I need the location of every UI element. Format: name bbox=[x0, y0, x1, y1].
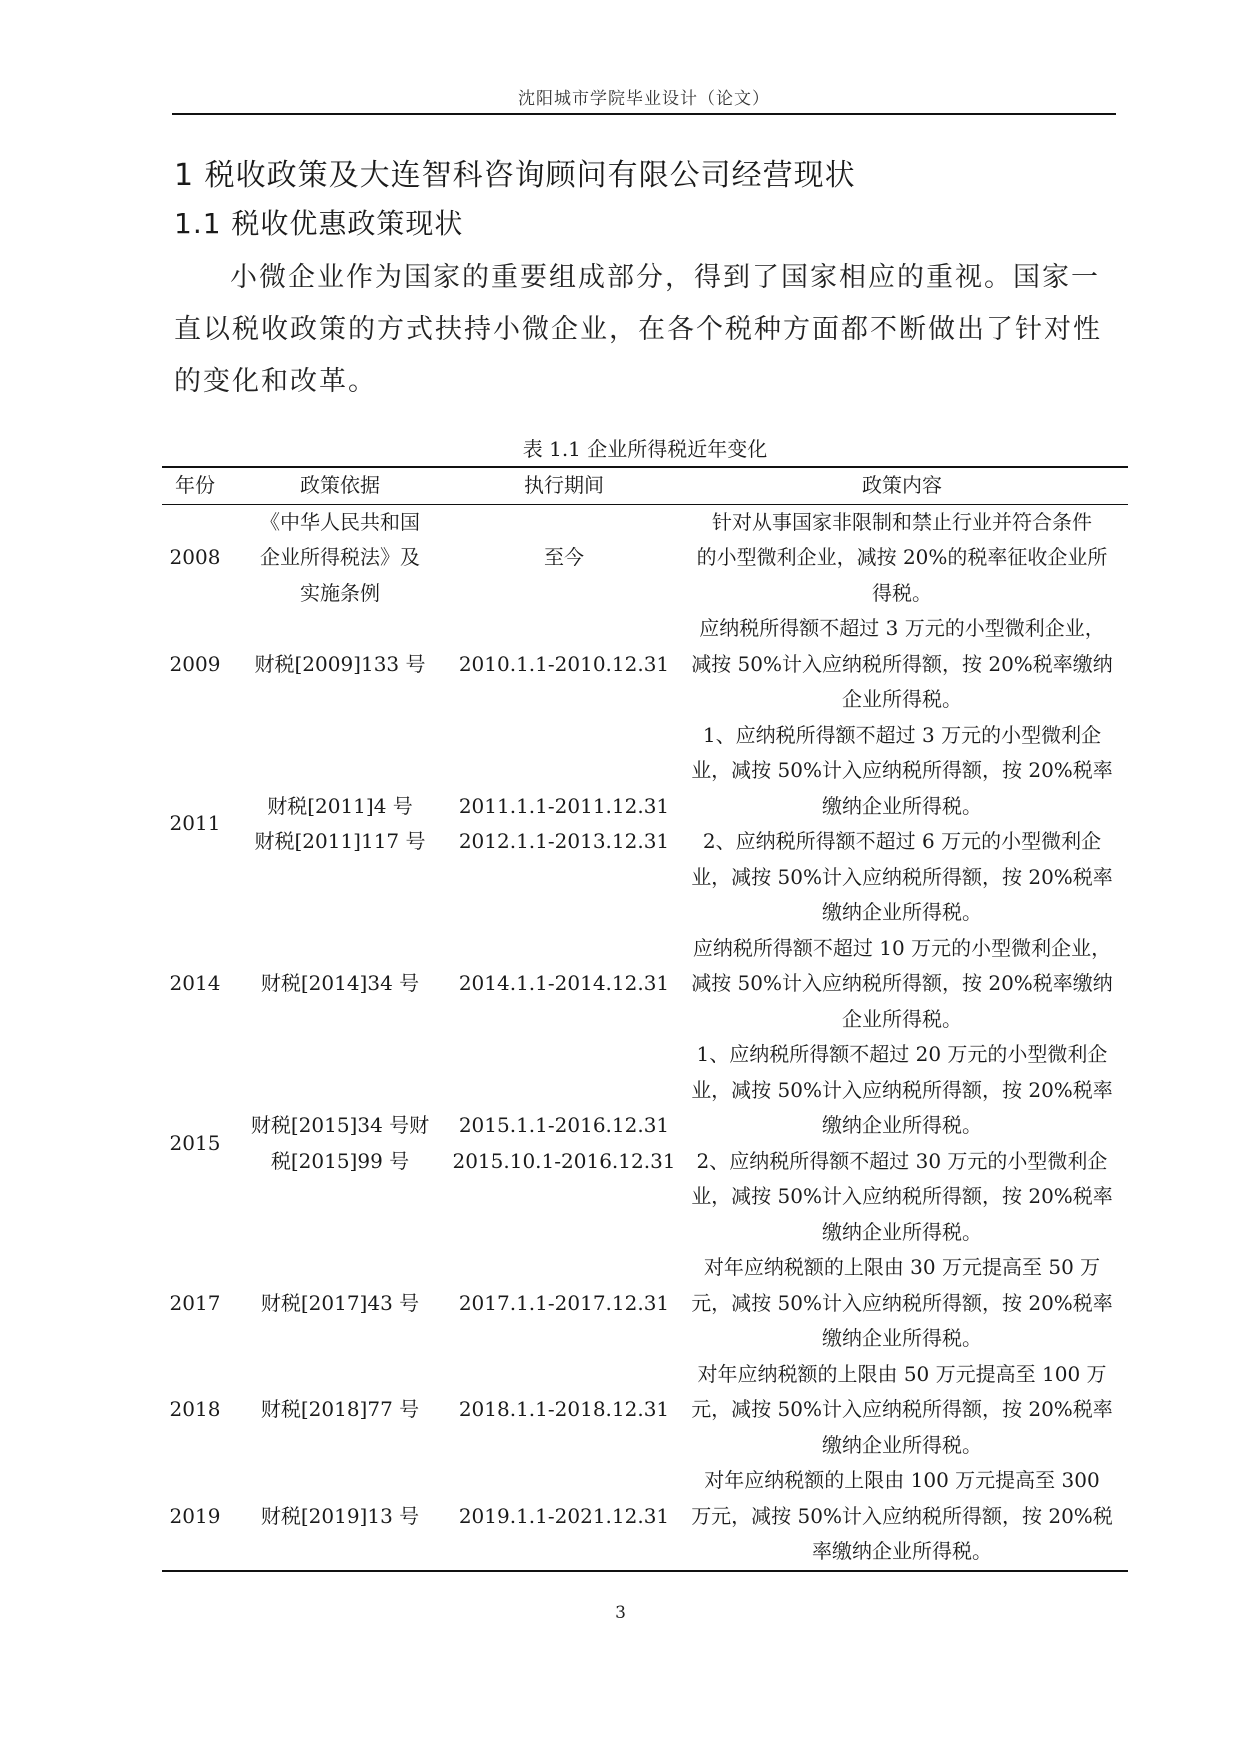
cell-basis bbox=[228, 611, 452, 718]
cell-content-line: 缴纳企业所得税。 bbox=[822, 793, 982, 818]
table-row bbox=[162, 931, 1128, 1038]
cell-content bbox=[676, 1463, 1128, 1571]
cell-period bbox=[452, 504, 676, 611]
policy-table bbox=[162, 466, 1128, 1572]
cell-year: 2017 bbox=[169, 1290, 221, 1315]
cell-year: 2014 bbox=[169, 971, 221, 995]
table-row bbox=[162, 611, 1128, 718]
cell-content-line: 缴纳企业所得税。 bbox=[822, 1432, 982, 1457]
cell-basis-line: 财税[2015]34 号财 bbox=[250, 1113, 430, 1137]
cell-period bbox=[452, 611, 676, 718]
table-body bbox=[162, 504, 1128, 1571]
header-basis: 政策依据 bbox=[228, 467, 452, 504]
cell-basis-line: 财税[2019]13 号 bbox=[260, 1503, 420, 1528]
body-paragraph bbox=[174, 252, 1118, 408]
cell-period bbox=[452, 931, 676, 1038]
cell-basis bbox=[228, 504, 452, 611]
cell-basis bbox=[228, 1357, 452, 1464]
cell-content-line: 业，减按 50%计入应纳税所得额，按 20%税率 bbox=[691, 1077, 1113, 1102]
header-content: 政策内容 bbox=[676, 467, 1128, 504]
cell-period-line: 2014.1.1-2014.12.31 bbox=[458, 971, 670, 995]
cell-period-line: 2018.1.1-2018.12.31 bbox=[458, 1397, 670, 1421]
cell-period-line: 2015.1.1-2016.12.31 bbox=[458, 1113, 670, 1137]
cell-year: 2018 bbox=[169, 1397, 221, 1421]
cell-basis bbox=[228, 718, 452, 931]
cell-content bbox=[676, 1357, 1128, 1464]
cell-period-line: 2017.1.1-2017.12.31 bbox=[458, 1290, 670, 1315]
cell-content-line: 缴纳企业所得税。 bbox=[822, 1219, 982, 1244]
cell-basis-line: 财税[2011]117 号 bbox=[254, 829, 426, 853]
cell-content bbox=[676, 611, 1128, 718]
cell-content-line: 业，减按 50%计入应纳税所得额，按 20%税率 bbox=[691, 1184, 1113, 1208]
cell-content-line: 企业所得税。 bbox=[842, 687, 962, 711]
header-year: 年份 bbox=[162, 467, 228, 504]
cell-year: 2009 bbox=[169, 651, 221, 676]
cell-year: 2011 bbox=[169, 811, 221, 836]
cell-content-line: 减按 50%计入应纳税所得额，按 20%税率缴纳 bbox=[691, 971, 1113, 995]
cell-content-line: 对年应纳税额的上限由 30 万元提高至 50 万 bbox=[703, 1255, 1101, 1279]
cell-period bbox=[452, 1357, 676, 1464]
table-row bbox=[162, 1357, 1128, 1464]
header-rule bbox=[172, 113, 1116, 115]
cell-content-line: 企业所得税。 bbox=[842, 1006, 962, 1031]
cell-content-line: 元，减按 50%计入应纳税所得额，按 20%税率 bbox=[691, 1290, 1113, 1315]
cell-basis bbox=[228, 1463, 452, 1571]
cell-content-line: 2、应纳税所得额不超过 6 万元的小型微利企 bbox=[702, 829, 1102, 853]
cell-period-line: 2011.1.1-2011.12.31 bbox=[458, 793, 670, 818]
table-row bbox=[162, 718, 1128, 931]
cell-year: 2008 bbox=[169, 545, 221, 569]
page-number: 3 bbox=[615, 1603, 626, 1623]
table-header-row bbox=[162, 467, 1128, 504]
cell-year: 2015 bbox=[169, 1130, 221, 1155]
chapter-heading: 1 税收政策及大连智科咨询顾问有限公司经营现状 bbox=[174, 158, 856, 193]
cell-content-line: 缴纳企业所得税。 bbox=[822, 900, 982, 924]
table-row bbox=[162, 1463, 1128, 1571]
cell-content-line: 应纳税所得额不超过 3 万元的小型微利企业， bbox=[699, 616, 1105, 640]
cell-content-line: 元，减按 50%计入应纳税所得额，按 20%税率 bbox=[691, 1397, 1113, 1421]
cell-content-line: 率缴纳企业所得税。 bbox=[812, 1539, 992, 1563]
cell-basis-line: 税[2015]99 号 bbox=[270, 1148, 410, 1173]
cell-content-line: 的小型微利企业，减按 20%的税率征收企业所 bbox=[696, 545, 1108, 569]
table-row bbox=[162, 1037, 1128, 1250]
cell-content bbox=[676, 1250, 1128, 1357]
paragraph-line: 的变化和改革。 bbox=[174, 366, 377, 397]
section-heading: 1.1 税收优惠政策现状 bbox=[174, 207, 464, 240]
cell-period bbox=[452, 1250, 676, 1357]
cell-content-line: 针对从事国家非限制和禁止行业并符合条件 bbox=[712, 509, 1092, 534]
cell-basis-line: 财税[2009]133 号 bbox=[254, 651, 426, 676]
cell-content-line: 万元，减按 50%计入应纳税所得额，按 20%税 bbox=[691, 1503, 1113, 1528]
cell-basis bbox=[228, 931, 452, 1038]
cell-period-line: 至今 bbox=[544, 545, 584, 569]
cell-basis-line: 财税[2018]77 号 bbox=[260, 1397, 420, 1421]
cell-content bbox=[676, 504, 1128, 611]
cell-period bbox=[452, 1463, 676, 1571]
cell-content-line: 业，减按 50%计入应纳税所得额，按 20%税率 bbox=[691, 864, 1113, 889]
cell-content-line: 2、应纳税所得额不超过 30 万元的小型微利企 bbox=[696, 1148, 1108, 1173]
cell-year: 2019 bbox=[162, 1463, 228, 1571]
cell-basis bbox=[228, 1250, 452, 1357]
table-row bbox=[162, 1250, 1128, 1357]
cell-content-line: 对年应纳税额的上限由 50 万元提高至 100 万 bbox=[697, 1361, 1107, 1386]
paragraph-line: 直以税收政策的方式扶持小微企业，在各个税种方面都不断做出了针对性 bbox=[174, 314, 1102, 345]
cell-content bbox=[676, 718, 1128, 931]
cell-content-line: 应纳税所得额不超过 10 万元的小型微利企业， bbox=[692, 935, 1112, 960]
cell-content bbox=[676, 1037, 1128, 1250]
header-period: 执行期间 bbox=[452, 467, 676, 504]
cell-basis-line: 企业所得税法》及 bbox=[260, 545, 420, 569]
cell-content-line: 得税。 bbox=[872, 580, 932, 605]
cell-period bbox=[452, 1037, 676, 1250]
cell-period-line: 2015.10.1-2016.12.31 bbox=[452, 1148, 676, 1173]
cell-period-line: 2012.1.1-2013.12.31 bbox=[458, 829, 670, 853]
table-row bbox=[162, 504, 1128, 611]
table-caption: 表 1.1 企业所得税近年变化 bbox=[522, 437, 768, 461]
cell-period-line: 2019.1.1-2021.12.31 bbox=[458, 1503, 670, 1528]
cell-content-line: 对年应纳税额的上限由 100 万元提高至 300 bbox=[704, 1468, 1100, 1492]
cell-content-line: 缴纳企业所得税。 bbox=[822, 1113, 982, 1137]
cell-content-line: 业，减按 50%计入应纳税所得额，按 20%税率 bbox=[691, 758, 1113, 782]
cell-period bbox=[452, 718, 676, 931]
cell-period-line: 2010.1.1-2010.12.31 bbox=[458, 651, 670, 676]
cell-content bbox=[676, 931, 1128, 1038]
paragraph-line: 小微企业作为国家的重要组成部分，得到了国家相应的重视。国家一 bbox=[230, 262, 1100, 293]
cell-content-line: 1、应纳税所得额不超过 20 万元的小型微利企 bbox=[696, 1042, 1108, 1066]
cell-basis bbox=[228, 1037, 452, 1250]
cell-basis-line: 财税[2017]43 号 bbox=[260, 1290, 420, 1315]
running-header: 沈阳城市学院毕业设计（论文） bbox=[518, 89, 770, 109]
cell-content-line: 1、应纳税所得额不超过 3 万元的小型微利企 bbox=[702, 722, 1102, 747]
cell-basis-line: 财税[2011]4 号 bbox=[267, 793, 413, 818]
cell-basis-line: 实施条例 bbox=[300, 580, 380, 605]
cell-basis-line: 《中华人民共和国 bbox=[260, 509, 420, 534]
cell-content-line: 缴纳企业所得税。 bbox=[822, 1326, 982, 1350]
cell-basis-line: 财税[2014]34 号 bbox=[260, 971, 420, 995]
cell-content-line: 减按 50%计入应纳税所得额，按 20%税率缴纳 bbox=[691, 651, 1113, 676]
